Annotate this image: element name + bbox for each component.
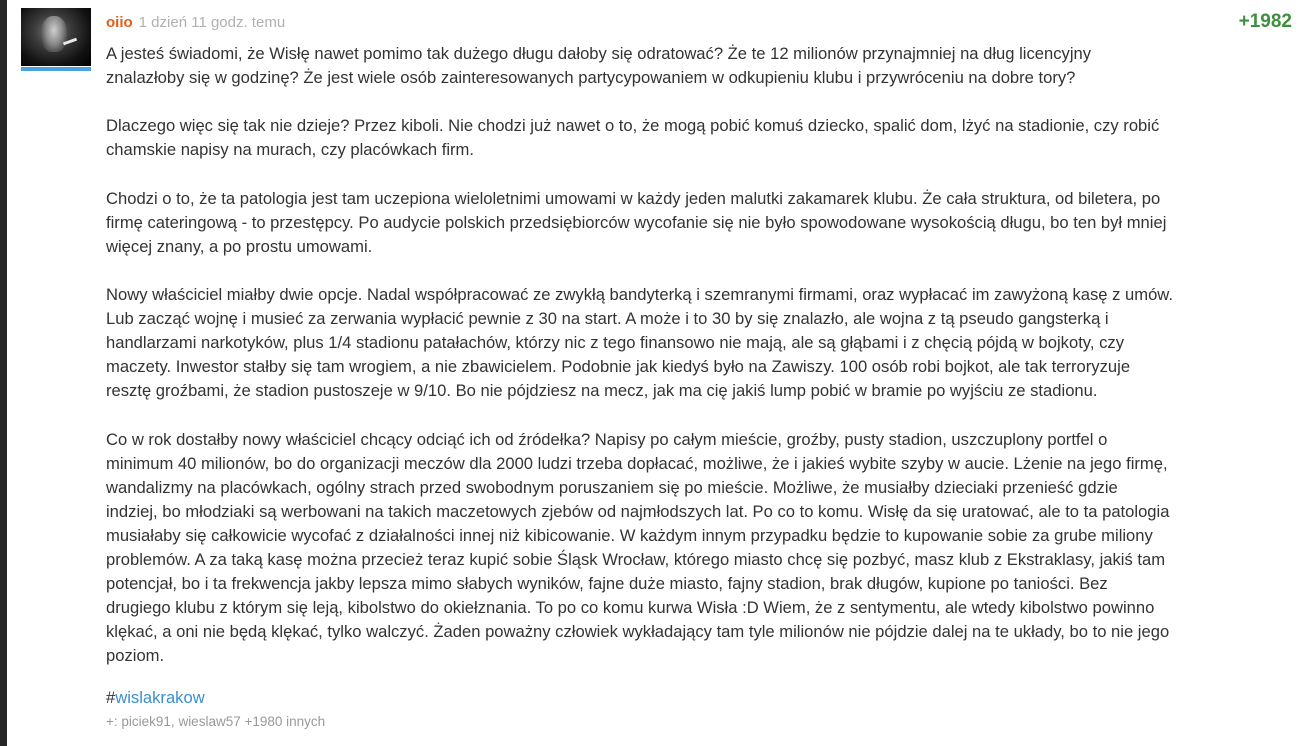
hashtag[interactable] (106, 686, 205, 710)
text-line: drugiego klubu z którym się leją, kibolstwo do okiełznania. To po co komu kurwa Wisła :D Wiem, że z sentymentu, ale wtedy kibolstwo powinno (106, 598, 1155, 618)
text-line: Nowy właściciel miałby dwie opcje. Nadal współpracować ze zwykłą bandyterką i szemranymi firmami, oraz wypłacać im zawyżoną kasę z umów. (106, 284, 1173, 304)
author-link[interactable]: oiio (106, 14, 133, 31)
avatar-gender-bar (21, 67, 91, 71)
hashtag-symbol: # (106, 688, 116, 707)
voters-prefix: +: (106, 714, 118, 729)
avatar[interactable] (21, 8, 91, 70)
text-line: problemów. A za taką kasę można przecież teraz kupić sobie Śląsk Wrocław, którego miasto chcę się pozbyć, masz klub z Ekstraklasy, jakiś tam (106, 549, 1166, 569)
text-line: minimum 40 milionów, bo do organizacji meczów dla 2000 ludzi trzeba dopłacać, możliwe, że i jakieś wybite szyby w aucie. Lżenie na jego firmę, (106, 453, 1168, 473)
text-line: wandalizmy na placówkach, ogólny strach przed swobodnym poruszaniem się po mieście. Możliwe, że musiałby dzieciaki przenieść gdzie (106, 477, 1118, 497)
text-line: maczety. Inwestor stałby się tam wrogiem, a nie zbawicielem. Podobnie jak kiedyś było na Zawiszy. 100 osób robi bojkot, ale tak terroryzuje (106, 357, 1131, 377)
avatar-face-shape (41, 16, 67, 52)
paragraph-1 (106, 42, 1291, 90)
text-line: A jesteś świadomi, że Wisłę nawet pomimo tak dużego długu dałoby się odratować? Że te 12 milionów przynajmniej na dług licencyjny (106, 44, 1092, 63)
comment-timestamp[interactable]: 1 dzień 11 godz. temu (138, 14, 286, 31)
text-line: więcej znany, a po prostu umowami. (106, 236, 373, 256)
paragraph-5 (106, 428, 1291, 669)
text-line: Co w rok dostałby nowy właściciel chcący odciąć ich od źródełka? Napisy po całym mieście, groźby, pusty stadion, uszczuplony portfel o (106, 429, 1108, 449)
comment-header (106, 12, 285, 34)
text-line: firmę cateringową - to przestępcy. Po audycie polskich przedsiębiorców wycofanie się nie było spowodowane wysokością długu, bo ten był mniej (106, 212, 1167, 232)
paragraph-3 (106, 187, 1291, 259)
text-line: chamskie napisy na murach, czy placówkach firm. (106, 140, 474, 160)
comment-body (106, 42, 1291, 693)
text-line: znalazłoby się w godzinę? Że jest wiele osób zainteresowanych partycypowaniem w odkupieniu klubu i przywróceniu na dobre tory? (106, 68, 1076, 88)
avatar-image[interactable] (21, 8, 91, 66)
text-line: musiałaby się całkowicie wycofać z działalności innej niż kibicowanie. W każdym innym przypadku będzie to kupowanie sobie za grube miliony (106, 525, 1153, 545)
text-line: Lub zacząć wojnę i musieć za zerwania wypłacić pewnie z 30 na start. A może i to 30 by się znalazło, ale wojna z tą pseudo gangsterką i (106, 309, 1109, 329)
vote-count[interactable]: +1982 (1238, 11, 1292, 32)
window-left-edge (0, 0, 7, 746)
voters-list (106, 713, 325, 731)
text-line: Dlaczego więc się tak nie dzieje? Przez kiboli. Nie chodzi już nawet o to, że mogą pobić komuś dziecko, spalić dom, lżyć na stadionie, czy robić (106, 116, 1160, 136)
text-line: indziej, bo młodziaki są werbowani na takich maczetowych zjebów od najmłodszych lat. Po co to komu. Wisłę da się uratować, ale to ta patologia (106, 501, 1170, 521)
voters-names[interactable]: piciek91, wieslaw57 +1980 innych (121, 714, 326, 729)
text-line: potencjał, bo i ta frekwencja jakby lepsza mimo słabych wyników, fajne duże miasto, fajny stadion, brak długów, kupione po taniości. Bez (106, 574, 1108, 594)
text-line: klękać, a oni nie będą klękać, tylko walczyć. Żaden poważny człowiek wykładający tam tyle milionów nie pójdzie dalej na te układy, bo to nie jego (106, 622, 1170, 642)
text-line: handlarzami narkotyków, plus 1/4 stadionu patałachów, którzy nic z tego finansowo nie mają, ale są głąbami i z chęcią pójdą w bojkoty, czy (106, 333, 1124, 353)
paragraph-2 (106, 114, 1291, 162)
text-line: resztę groźbami, że stadion pustoszeje w 9/10. Bo nie pójdziesz na mecz, jak ma cię jakiś lump pobić w bramie po wyjściu ze stadionu. (106, 381, 1098, 401)
paragraph-4 (106, 283, 1291, 403)
text-line: poziom. (106, 646, 165, 666)
text-line: Chodzi o to, że ta patologia jest tam uczepiona wieloletnimi umowami w każdy jeden malutki zakamarek klubu. Że cała struktura, od biletera, po (106, 188, 1161, 208)
hashtag-link[interactable]: wislakrakow (115, 688, 205, 707)
